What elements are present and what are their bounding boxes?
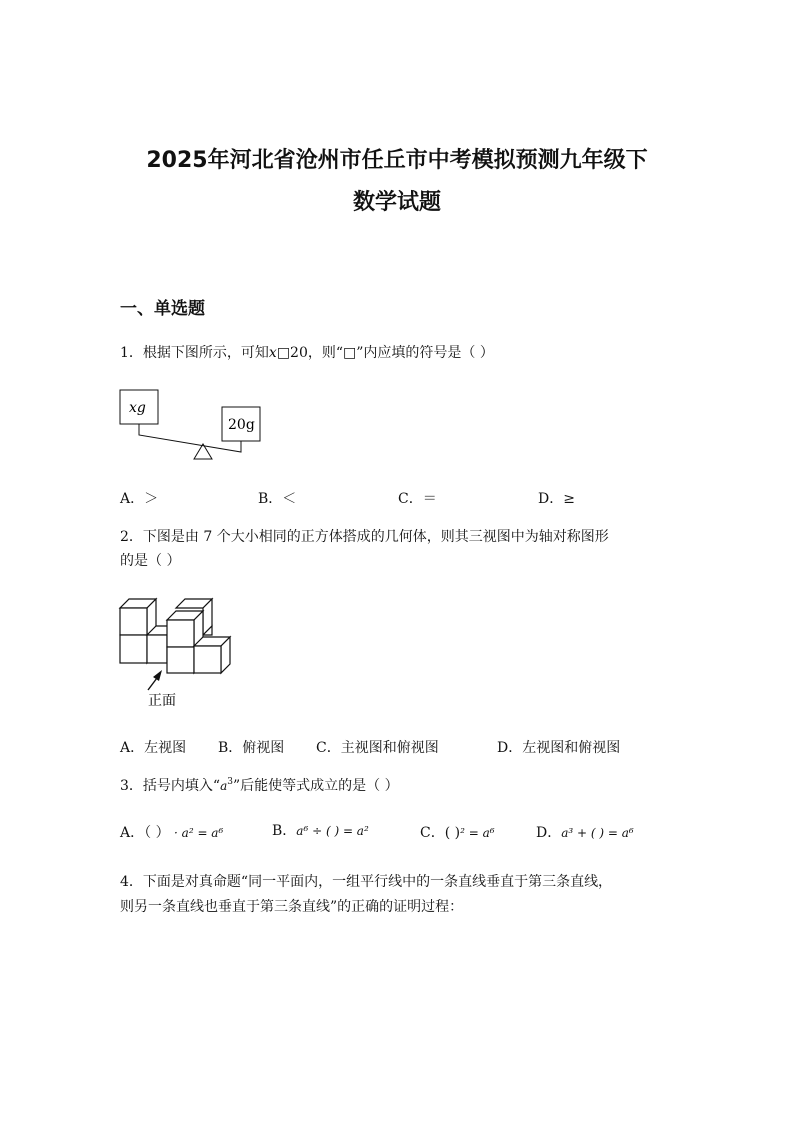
q2-arrow-head	[153, 670, 162, 681]
q2-stem-line1: 2．下图是由 7 个大小相同的正方体搭成的几何体，则其三视图中为轴对称图形	[120, 529, 609, 545]
q1-option-c: C．＝	[398, 491, 437, 507]
q1-beam	[139, 424, 241, 452]
q3-option-a-expr: · a² = a⁶	[174, 826, 224, 840]
document-title-line2: 数学试题	[352, 190, 441, 215]
q2-stem-line2: 的是（ ）	[120, 553, 181, 569]
q2-cubes-figure	[118, 594, 248, 709]
q3-stem-post: ”后能使等式成立的是（ ）	[232, 778, 399, 794]
cube-front-face	[120, 635, 147, 663]
q4-stem-line2: 则另一条直线也垂直于第三条直线”的正确的证明过程：	[120, 899, 464, 915]
q2-option-b: B．俯视图	[218, 740, 285, 756]
q1-option-d: D．≥	[538, 491, 575, 507]
q3-option-d-letter: D．	[536, 825, 562, 841]
cube-front-face	[120, 608, 147, 635]
q1-left-label: xg	[129, 400, 146, 416]
q3-option-b-expr: a⁶ ÷ ( ) = a²	[296, 824, 369, 838]
q2-option-d: D．左视图和俯视图	[497, 740, 621, 756]
q3-option-a	[120, 822, 223, 842]
q1-option-b: B．＜	[258, 491, 297, 507]
q3-option-c-paren: ( )	[444, 825, 461, 841]
section-heading: 一、单选题	[120, 299, 205, 319]
q1-right-label: 20g	[228, 417, 255, 433]
q3-option-c-letter: C．	[420, 825, 445, 841]
cube-front-face	[167, 647, 194, 673]
q3-option-a-letter: A．	[120, 825, 145, 841]
q2-fig-label: 正面	[148, 693, 176, 709]
q3-option-d-expr: a³ + ( ) = a⁶	[561, 826, 634, 840]
q3-stem-exp: 3	[227, 777, 233, 787]
q1-stem-var: x	[268, 345, 277, 361]
q3-stem	[120, 775, 399, 795]
q1-stem-post: □20，则“□”内应填的符号是（ ）	[276, 345, 494, 361]
cube-front-face	[194, 646, 221, 673]
q1-stem-pre: 1．根据下图所示，可知	[120, 345, 269, 361]
q2-option-c: C．主视图和俯视图	[316, 740, 439, 756]
q1-balance-figure	[118, 388, 278, 468]
q1-option-a: A．＞	[120, 491, 159, 507]
q3-option-c-expr: ² = a⁶	[460, 826, 495, 840]
cube-front-face	[147, 635, 167, 663]
q3-stem-var: a	[220, 779, 228, 793]
cube-front-face	[167, 620, 194, 647]
q3-option-b-letter: B．	[272, 823, 297, 839]
q3-stem-pre: 3．括号内填入“	[120, 778, 221, 794]
document-title-line1: 2025年河北省沧州市任丘市中考模拟预测九年级下	[146, 148, 648, 173]
q3-option-d	[536, 822, 634, 842]
q2-option-a: A．左视图	[120, 740, 187, 756]
q3-option-b	[272, 820, 369, 840]
q4-stem-line1: 4．下面是对真命题“同一平面内，一组平行线中的一条直线垂直于第三条直线，	[120, 874, 613, 890]
q3-option-c	[420, 822, 495, 842]
q1-stem	[120, 342, 494, 362]
q3-option-a-paren: （ ）	[144, 825, 170, 841]
